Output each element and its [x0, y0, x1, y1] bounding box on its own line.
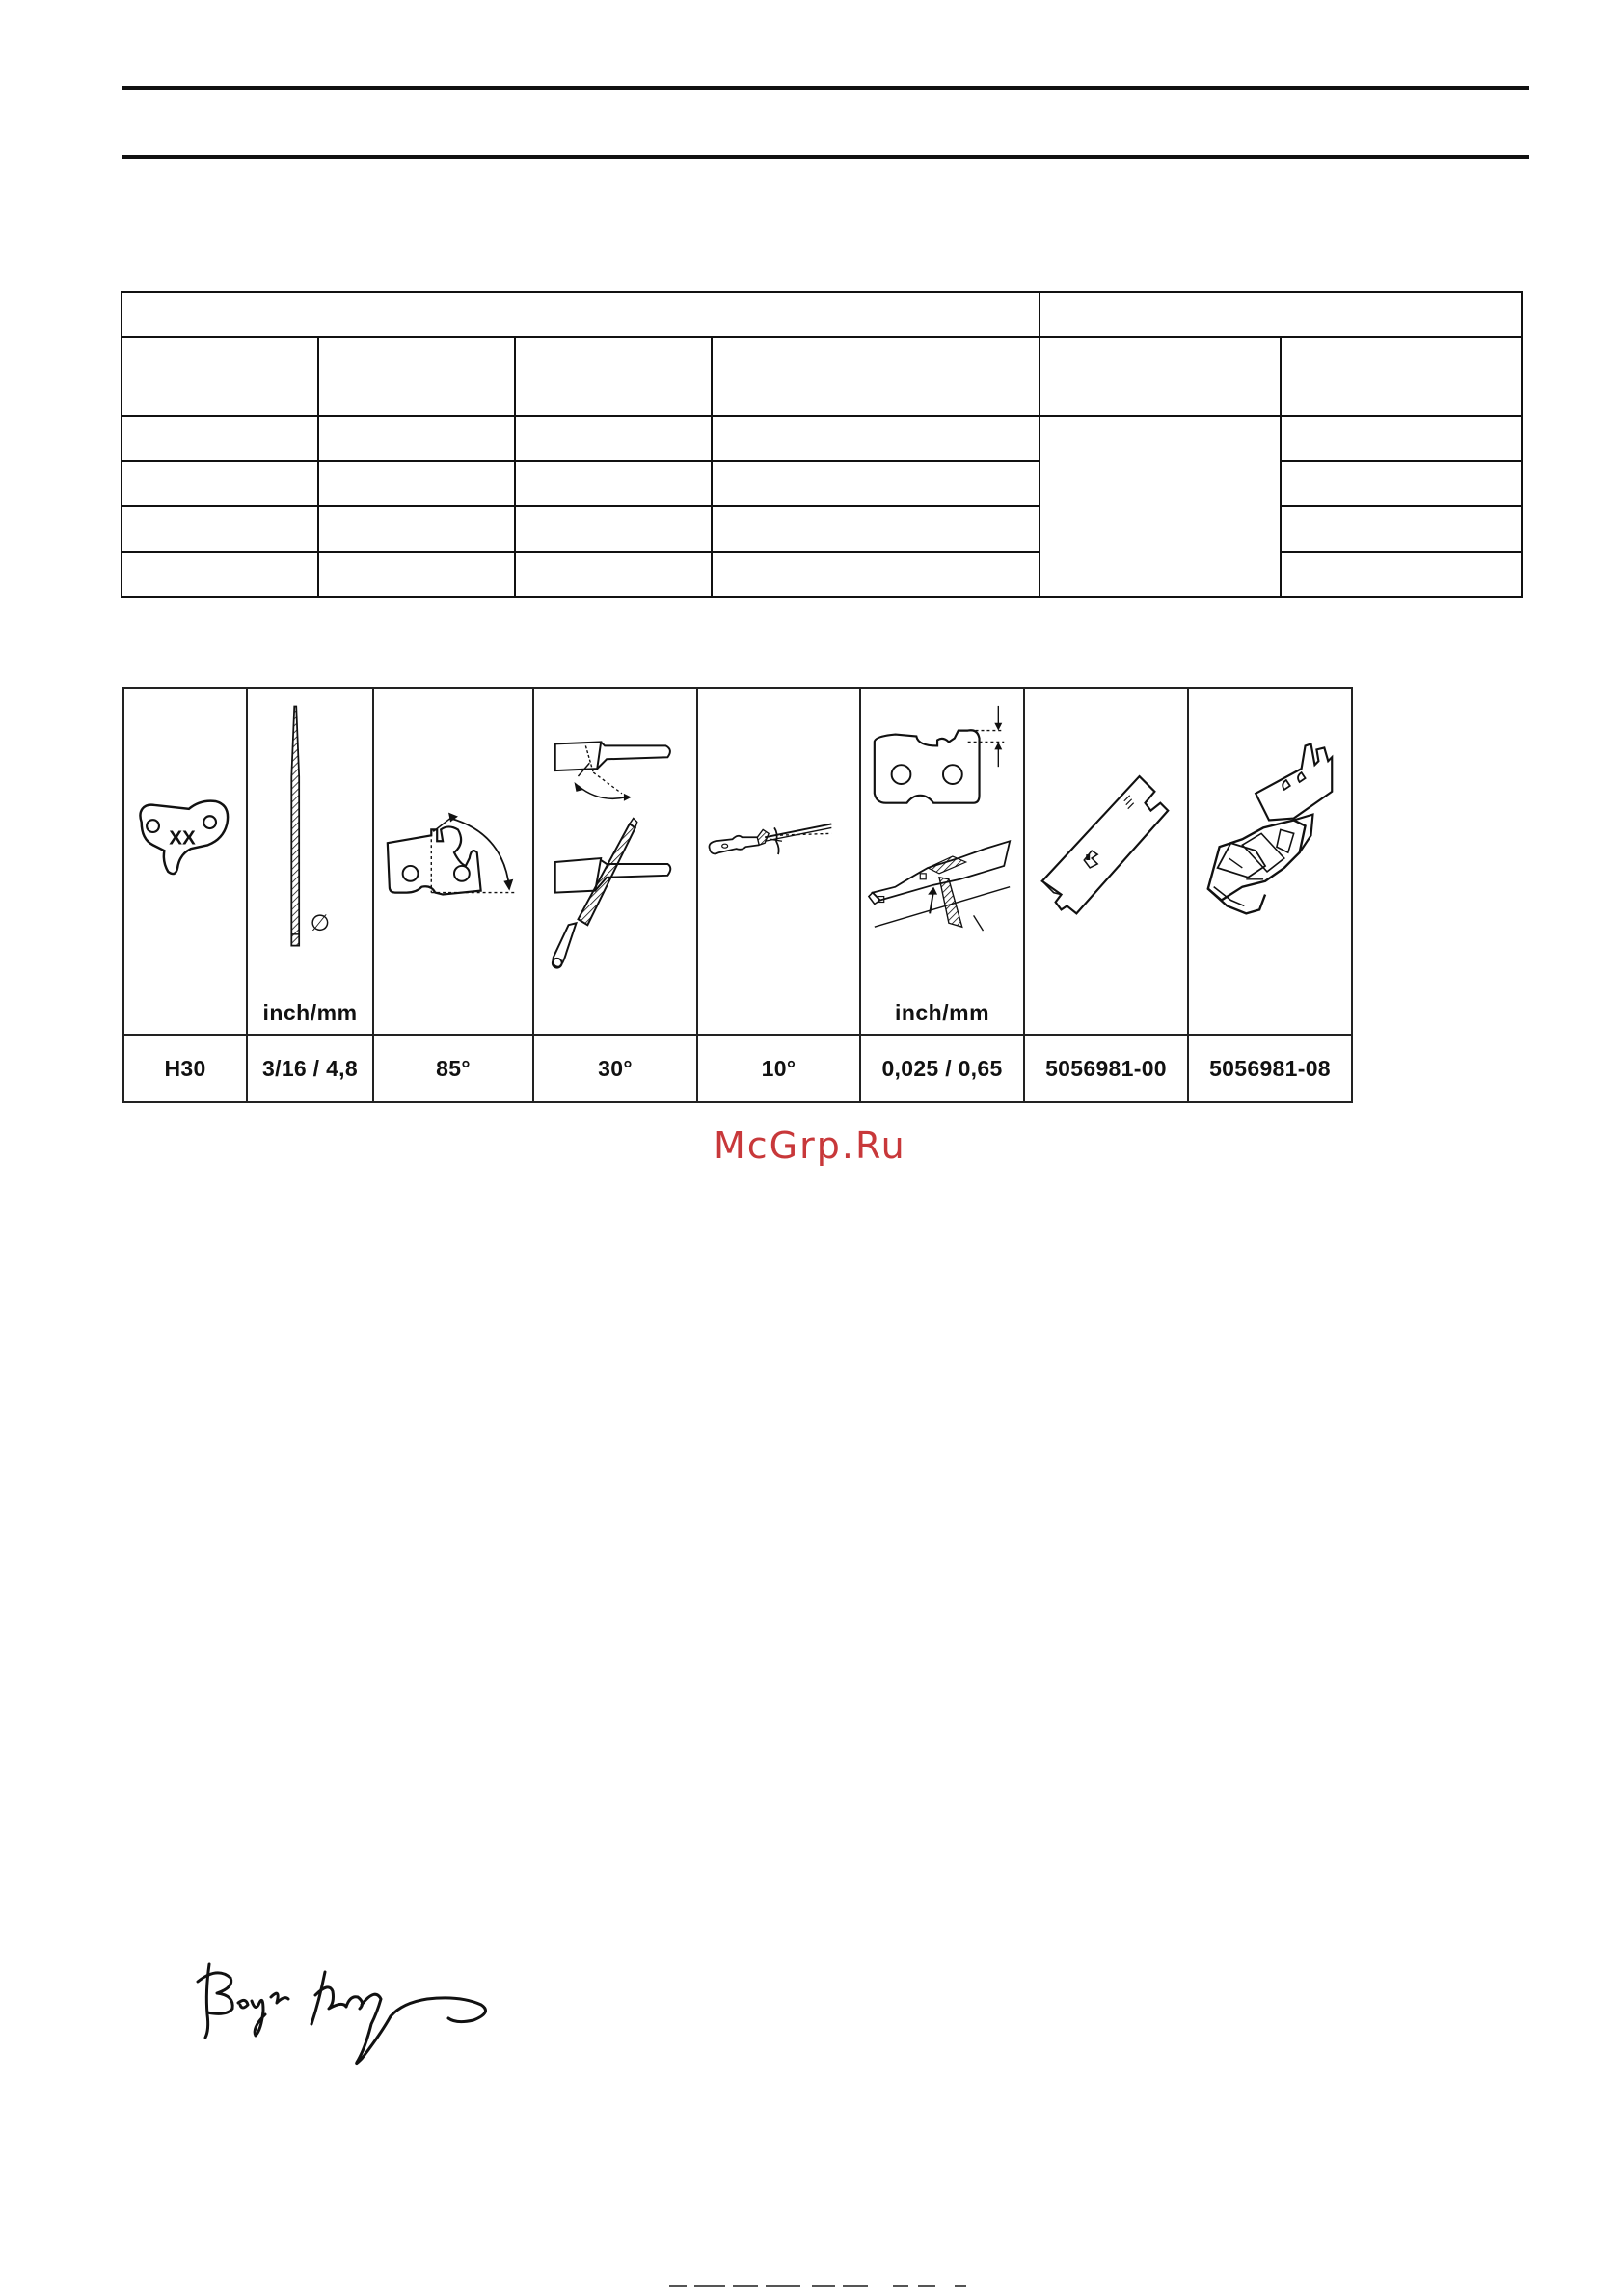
- file-diameter-cell: [247, 688, 373, 1035]
- file-diameter-unit: inch/mm: [262, 1000, 358, 1025]
- spec-cell: [318, 461, 515, 506]
- signature: [188, 1953, 550, 2083]
- file-holder-tool-cell: [1188, 688, 1352, 1035]
- file-holder-angle-cell: [697, 688, 860, 1035]
- spec-cell: [1281, 506, 1522, 552]
- spec-cell: [712, 506, 1040, 552]
- spec-row: [122, 461, 1522, 506]
- spec-cell: [515, 506, 712, 552]
- gauge-tool-icon: [1025, 689, 1187, 1034]
- cutting-angle-cell: [533, 688, 697, 1035]
- spec-cell: [1281, 552, 1522, 597]
- spec-merged-cell: [1040, 416, 1281, 597]
- spec-cell: [122, 552, 318, 597]
- spec-cell: [318, 506, 515, 552]
- watermark-text[interactable]: McGrp.Ru: [714, 1124, 906, 1167]
- cutter-angle-icon: [374, 689, 532, 1034]
- diameter-symbol: ∅: [310, 908, 331, 936]
- specification-table: [121, 291, 1523, 598]
- spec-cell: [712, 416, 1040, 461]
- chain-label: XX: [169, 826, 196, 850]
- spec-cell: [122, 337, 318, 416]
- sharpening-tools-table: [122, 687, 1353, 1103]
- spec-cell: [122, 461, 318, 506]
- depth-gauge-value: 0,025 / 0,65: [881, 1055, 1003, 1081]
- depth-gauge-tool-cell: [1024, 688, 1188, 1035]
- spec-header-cell: [122, 292, 1040, 337]
- spec-cell: [515, 552, 712, 597]
- spec-cell: [318, 416, 515, 461]
- tools-values-row: [123, 1035, 1352, 1102]
- file-holder-tool-icon: [1189, 689, 1351, 1034]
- spec-row: [122, 506, 1522, 552]
- top-plate-angle-cell: [373, 688, 533, 1035]
- spec-row: [122, 416, 1522, 461]
- spec-row: [122, 552, 1522, 597]
- chain-type-value: H30: [164, 1055, 206, 1081]
- top-plate-angle-value: 85°: [436, 1055, 471, 1081]
- file-holder-number: 5056981-08: [1209, 1055, 1331, 1081]
- spec-cell: [515, 416, 712, 461]
- tools-illustration-row: [123, 688, 1352, 1035]
- spec-cell: [515, 461, 712, 506]
- spec-cell: [122, 416, 318, 461]
- spec-cell: [712, 461, 1040, 506]
- spec-cell: [515, 337, 712, 416]
- file-holder-icon: [698, 689, 859, 1034]
- file-diameter-value: 3/16 / 4,8: [262, 1055, 358, 1081]
- cutter-link-icon: [124, 689, 246, 1034]
- depth-gauge-icon: [861, 689, 1023, 1034]
- spec-cell: [1281, 337, 1522, 416]
- spec-cell: [1040, 337, 1281, 416]
- header-rule-bottom: [122, 155, 1529, 159]
- footer-marks: [665, 2283, 1013, 2289]
- spec-cell: [712, 552, 1040, 597]
- spec-cell: [712, 337, 1040, 416]
- depth-gauge-unit: inch/mm: [894, 1000, 990, 1025]
- spec-cell: [318, 552, 515, 597]
- header-rule-top: [122, 86, 1529, 90]
- spec-cell: [1281, 461, 1522, 506]
- spec-cell: [122, 506, 318, 552]
- spec-cell: [318, 337, 515, 416]
- spec-cell: [1281, 416, 1522, 461]
- spec-header-cell: [1040, 292, 1522, 337]
- chain-type-cell: [123, 688, 247, 1035]
- round-file-icon: [248, 689, 372, 1034]
- depth-gauge-tool-number: 5056981-00: [1045, 1055, 1167, 1081]
- file-holder-angle-value: 10°: [761, 1055, 797, 1081]
- spec-subheader-row: [122, 337, 1522, 416]
- depth-gauge-cell: [860, 688, 1024, 1035]
- spec-header-row: [122, 292, 1522, 337]
- filing-angle-icon: [534, 689, 696, 1034]
- cutting-angle-value: 30°: [598, 1055, 633, 1081]
